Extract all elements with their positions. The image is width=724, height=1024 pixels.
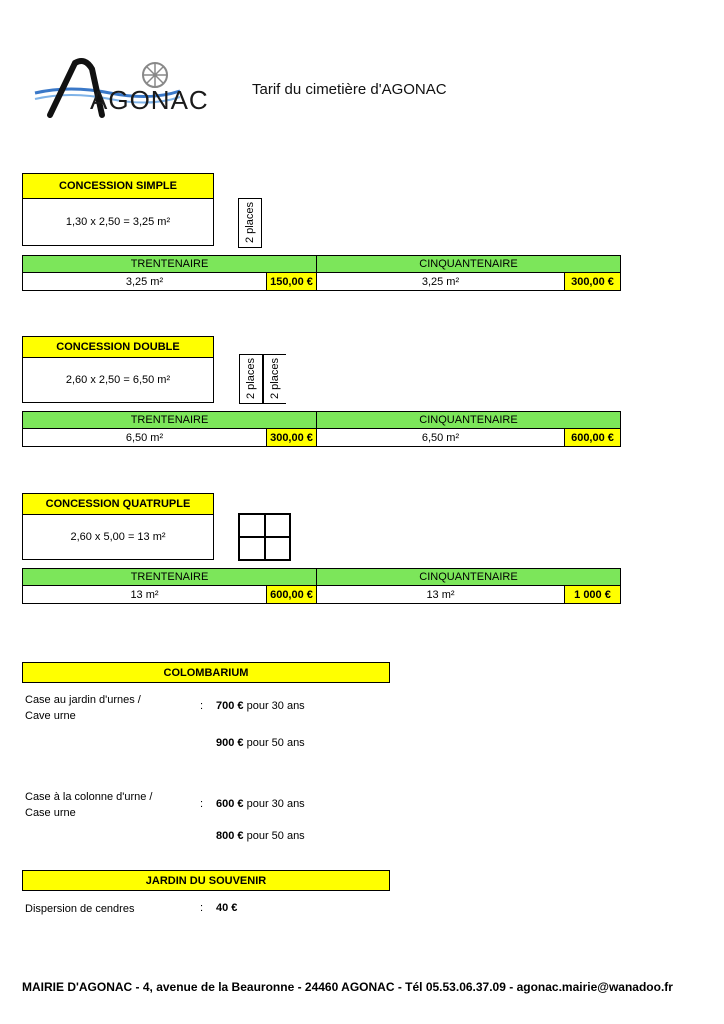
trentenaire-price: 150,00 €: [267, 273, 317, 290]
price-30-years: [216, 700, 305, 712]
cinquantenaire-price: 300,00 €: [565, 273, 620, 290]
agonac-logo: [30, 55, 210, 125]
plot-cell: [239, 537, 265, 560]
label-line-1: Case au jardin d'urnes /: [25, 694, 141, 706]
price-value: 800 €: [216, 830, 244, 842]
page-title: Tarif du cimetière d'AGONAC: [252, 81, 447, 98]
label-line-1: Case à la colonne d'urne /: [25, 791, 153, 803]
concession-quatruple-rates: [22, 568, 621, 604]
trentenaire-header: TRENTENAIRE: [23, 569, 317, 586]
plot-cell: [239, 514, 265, 537]
concession-double-rates: [22, 411, 621, 447]
concession-double-dimension: 2,60 x 2,50 = 6,50 m²: [22, 357, 214, 403]
colon: :: [200, 798, 204, 810]
cinquantenaire-area: 13 m²: [317, 586, 565, 603]
concession-double-plots: [239, 354, 286, 402]
jardin-price: [216, 902, 237, 914]
trentenaire-price: 600,00 €: [267, 586, 317, 603]
cinquantenaire-header: CINQUANTENAIRE: [317, 569, 620, 586]
price-suffix: pour 30 ans: [243, 700, 305, 712]
label-line-2: Cave urne: [25, 710, 76, 722]
label-line-2: Case urne: [25, 807, 76, 819]
cinquantenaire-header: CINQUANTENAIRE: [317, 256, 620, 273]
trentenaire-area: 6,50 m²: [23, 429, 267, 446]
cinquantenaire-price: 1 000 €: [565, 586, 620, 603]
concession-simple-title: CONCESSION SIMPLE: [22, 173, 214, 199]
colombarium-title: COLOMBARIUM: [22, 662, 390, 683]
price-suffix: pour 50 ans: [243, 737, 305, 749]
plot-places-label: 2 places: [239, 354, 263, 404]
price-value: 40 €: [216, 902, 238, 914]
price-30-years: [216, 798, 305, 810]
quatruple-plot-diagram: [238, 513, 291, 561]
price-value: 900 €: [216, 737, 244, 749]
plot-places-label: 2 places: [263, 354, 286, 404]
price-50-years: [216, 737, 305, 749]
colon: :: [200, 902, 204, 914]
cinquantenaire-header: CINQUANTENAIRE: [317, 412, 620, 429]
price-value: 600 €: [216, 798, 244, 810]
concession-quatruple-title: CONCESSION QUATRUPLE: [22, 493, 214, 515]
cinquantenaire-area: 3,25 m²: [317, 273, 565, 290]
footer-contact: MAIRIE D'AGONAC - 4, avenue de la Beauronne - 24460 AGONAC - Tél 05.53.06.37.09 - agonac.mairie@wanadoo.fr: [22, 980, 673, 994]
cinquantenaire-price: 600,00 €: [565, 429, 620, 446]
colon: :: [200, 700, 204, 712]
price-suffix: pour 30 ans: [243, 798, 305, 810]
price-suffix: pour 50 ans: [243, 830, 305, 842]
trentenaire-header: TRENTENAIRE: [23, 412, 317, 429]
concession-simple-plots: [238, 198, 262, 246]
concession-simple-dimension: 1,30 x 2,50 = 3,25 m²: [22, 198, 214, 246]
price-50-years: [216, 830, 305, 842]
trentenaire-area: 13 m²: [23, 586, 267, 603]
colombarium-item-label: [25, 789, 152, 821]
trentenaire-price: 300,00 €: [267, 429, 317, 446]
plot-places-label: 2 places: [238, 198, 262, 248]
trentenaire-header: TRENTENAIRE: [23, 256, 317, 273]
concession-simple-rates: [22, 255, 621, 291]
concession-quatruple-dimension: 2,60 x 5,00 = 13 m²: [22, 514, 214, 560]
cinquantenaire-area: 6,50 m²: [317, 429, 565, 446]
plot-cell: [265, 537, 291, 560]
concession-double-title: CONCESSION DOUBLE: [22, 336, 214, 358]
plot-cell: [265, 514, 291, 537]
jardin-label: Dispersion de cendres: [25, 903, 135, 915]
jardin-souvenir-title: JARDIN DU SOUVENIR: [22, 870, 390, 891]
colombarium-item-label: [25, 692, 141, 724]
trentenaire-area: 3,25 m²: [23, 273, 267, 290]
logo-text: AGONAC: [90, 85, 209, 115]
price-value: 700 €: [216, 700, 244, 712]
